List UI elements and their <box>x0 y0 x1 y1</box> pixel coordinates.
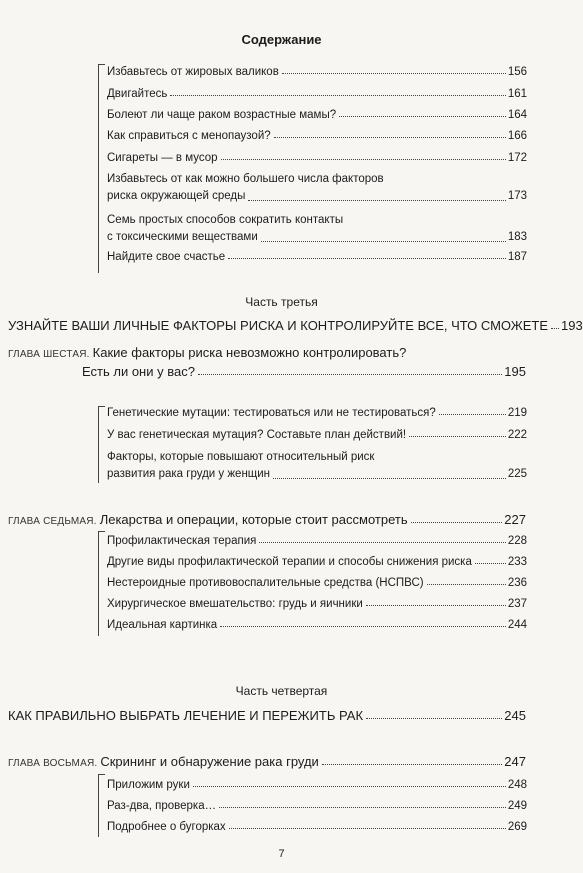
toc-leader <box>220 626 506 627</box>
toc-leader <box>427 584 506 585</box>
toc-entry-page: 233 <box>507 556 527 568</box>
toc-entry-title: Найдите свое счастье <box>107 251 226 263</box>
toc-leader <box>551 328 559 329</box>
toc-entry[interactable] <box>107 535 527 547</box>
toc-entry[interactable] <box>107 577 527 589</box>
toc-entry[interactable] <box>107 407 527 419</box>
toc-leader <box>339 116 506 117</box>
chapter-label: ГЛАВА ШЕСТАЯ. <box>8 349 90 360</box>
toc-leader <box>221 159 506 160</box>
toc-entry-page: 173 <box>507 190 527 202</box>
toc-leader <box>366 605 506 606</box>
toc-entry-title: Профилактическая терапия <box>107 535 257 547</box>
toc-entry[interactable] <box>107 66 527 78</box>
toc-entry[interactable] <box>107 779 527 791</box>
toc-entry-page: 219 <box>507 407 527 419</box>
chapter-heading-line2[interactable] <box>82 364 526 379</box>
toc-entry-page: 225 <box>507 468 527 480</box>
toc-entry-page: 187 <box>507 251 527 263</box>
toc-entry-page: 237 <box>507 598 527 610</box>
toc-leader <box>322 764 502 765</box>
toc-entry-title: Другие виды профилактической терапии и способы снижения риска <box>107 556 472 568</box>
part-label: Часть четвертая <box>235 684 328 698</box>
toc-leader <box>439 414 506 415</box>
part-title-entry[interactable] <box>8 708 526 723</box>
toc-entry[interactable] <box>107 109 527 121</box>
page-number: 7 <box>278 848 285 860</box>
part-title: КАК ПРАВИЛЬНО ВЫБРАТЬ ЛЕЧЕНИЕ И ПЕРЕЖИТЬ РАК <box>8 708 364 723</box>
toc-bracket-chapter6 <box>98 406 105 483</box>
toc-entry-page: 156 <box>507 66 527 78</box>
toc-entry[interactable] <box>107 152 527 164</box>
toc-leader <box>273 478 506 479</box>
toc-leader <box>229 828 506 829</box>
chapter-page: 195 <box>504 364 526 379</box>
toc-entry-title: Генетические мутации: тестироваться или не тестироваться? <box>107 407 436 419</box>
toc-entry[interactable] <box>107 821 527 833</box>
toc-leader <box>366 718 502 719</box>
toc-entry[interactable] <box>107 800 527 812</box>
part-page: 193 <box>561 318 583 333</box>
toc-leader <box>219 807 506 808</box>
toc-entry-page: 248 <box>507 779 527 791</box>
toc-bracket-section1 <box>98 64 105 273</box>
toc-entry-title: Сигареты — в мусор <box>107 152 218 164</box>
toc-leader <box>411 522 503 523</box>
toc-entry-multiline[interactable] <box>107 449 527 483</box>
part-title-entry[interactable] <box>8 318 583 333</box>
toc-entry-title: У вас генетическая мутация? Составьте план действий! <box>107 429 407 441</box>
toc-entry-title-line1: Факторы, которые повышают относительный риск <box>107 451 375 463</box>
toc-entry-page: 161 <box>507 88 527 100</box>
toc-entry-title-line2: риска окружающей среды <box>107 190 246 202</box>
toc-bracket-chapter8 <box>98 774 105 837</box>
toc-entry-title: Как справиться с менопаузой? <box>107 130 271 142</box>
toc-leader <box>248 200 505 201</box>
toc-leader <box>261 241 506 242</box>
toc-entry-title: Болеют ли чаще раком возрастные мамы? <box>107 109 337 121</box>
toc-entry-page: 244 <box>507 619 527 631</box>
toc-entry-page: 228 <box>507 535 527 547</box>
toc-entry-title-line1: Семь простых способов сократить контакты <box>107 214 344 226</box>
part-label: Часть третья <box>245 295 318 309</box>
toc-entry-multiline[interactable] <box>107 171 527 205</box>
toc-leader <box>475 563 506 564</box>
toc-entry-title: Избавьтесь от жировых валиков <box>107 66 279 78</box>
chapter-page: 247 <box>504 754 526 769</box>
chapter-title: Лекарства и операции, которые стоит рассмотреть <box>99 512 408 527</box>
toc-entry-title-line2: с токсическими веществами <box>107 231 258 243</box>
toc-entry-title-line2: развития рака груди у женщин <box>107 468 271 480</box>
toc-entry[interactable] <box>107 88 527 100</box>
toc-entry[interactable] <box>107 619 527 631</box>
part-title: УЗНАЙТЕ ВАШИ ЛИЧНЫЕ ФАКТОРЫ РИСКА И КОНТРОЛИРУЙТЕ ВСЕ, ЧТО СМОЖЕТЕ <box>8 318 549 333</box>
toc-leader <box>259 542 505 543</box>
toc-leader <box>228 258 506 259</box>
toc-entry-page: 249 <box>507 800 527 812</box>
toc-leader <box>170 95 505 96</box>
toc-entry-page: 166 <box>507 130 527 142</box>
toc-entry[interactable] <box>107 251 527 263</box>
chapter-heading[interactable] <box>8 345 406 360</box>
toc-entry-title: Двигайтесь <box>107 88 168 100</box>
toc-entry-page: 222 <box>507 429 527 441</box>
toc-entry[interactable] <box>107 556 527 568</box>
chapter-heading[interactable] <box>8 512 526 527</box>
toc-entry-page: 236 <box>507 577 527 589</box>
toc-entry[interactable] <box>107 598 527 610</box>
chapter-page: 227 <box>504 512 526 527</box>
toc-leader <box>274 137 506 138</box>
toc-entry-title: Подробнее о бугорках <box>107 821 226 833</box>
chapter-title-line2: Есть ли они у вас? <box>82 364 195 379</box>
toc-entry-title: Нестероидные противовоспалительные средства (НСПВС) <box>107 577 424 589</box>
toc-entry[interactable] <box>107 130 527 142</box>
chapter-title-line1: Какие факторы риска невозможно контролировать? <box>92 345 407 360</box>
toc-leader <box>193 786 506 787</box>
toc-entry-title: Приложим руки <box>107 779 190 791</box>
toc-leader <box>198 374 502 375</box>
chapter-title: Скрининг и обнаружение рака груди <box>100 754 319 769</box>
toc-entry-page: 183 <box>507 231 527 243</box>
toc-entry-multiline[interactable] <box>107 212 527 246</box>
toc-entry-title: Раз-два, проверка… <box>107 800 217 812</box>
chapter-label: ГЛАВА СЕДЬМАЯ. <box>8 516 97 527</box>
part-page: 245 <box>504 708 526 723</box>
toc-entry-page: 269 <box>507 821 527 833</box>
toc-leader <box>282 73 506 74</box>
chapter-heading[interactable] <box>8 754 526 769</box>
toc-leader <box>409 436 506 437</box>
toc-bracket-chapter7 <box>98 531 105 636</box>
chapter-label: ГЛАВА ВОСЬМАЯ. <box>8 758 98 769</box>
toc-entry-page: 172 <box>507 152 527 164</box>
toc-entry-title: Идеальная картинка <box>107 619 218 631</box>
page-title: Содержание <box>241 32 322 47</box>
toc-entry-title-line1: Избавьтесь от как можно большего числа факторов <box>107 173 384 185</box>
toc-entry[interactable] <box>107 429 527 441</box>
toc-entry-page: 164 <box>507 109 527 121</box>
toc-entry-title: Хирургическое вмешательство: грудь и яичники <box>107 598 363 610</box>
